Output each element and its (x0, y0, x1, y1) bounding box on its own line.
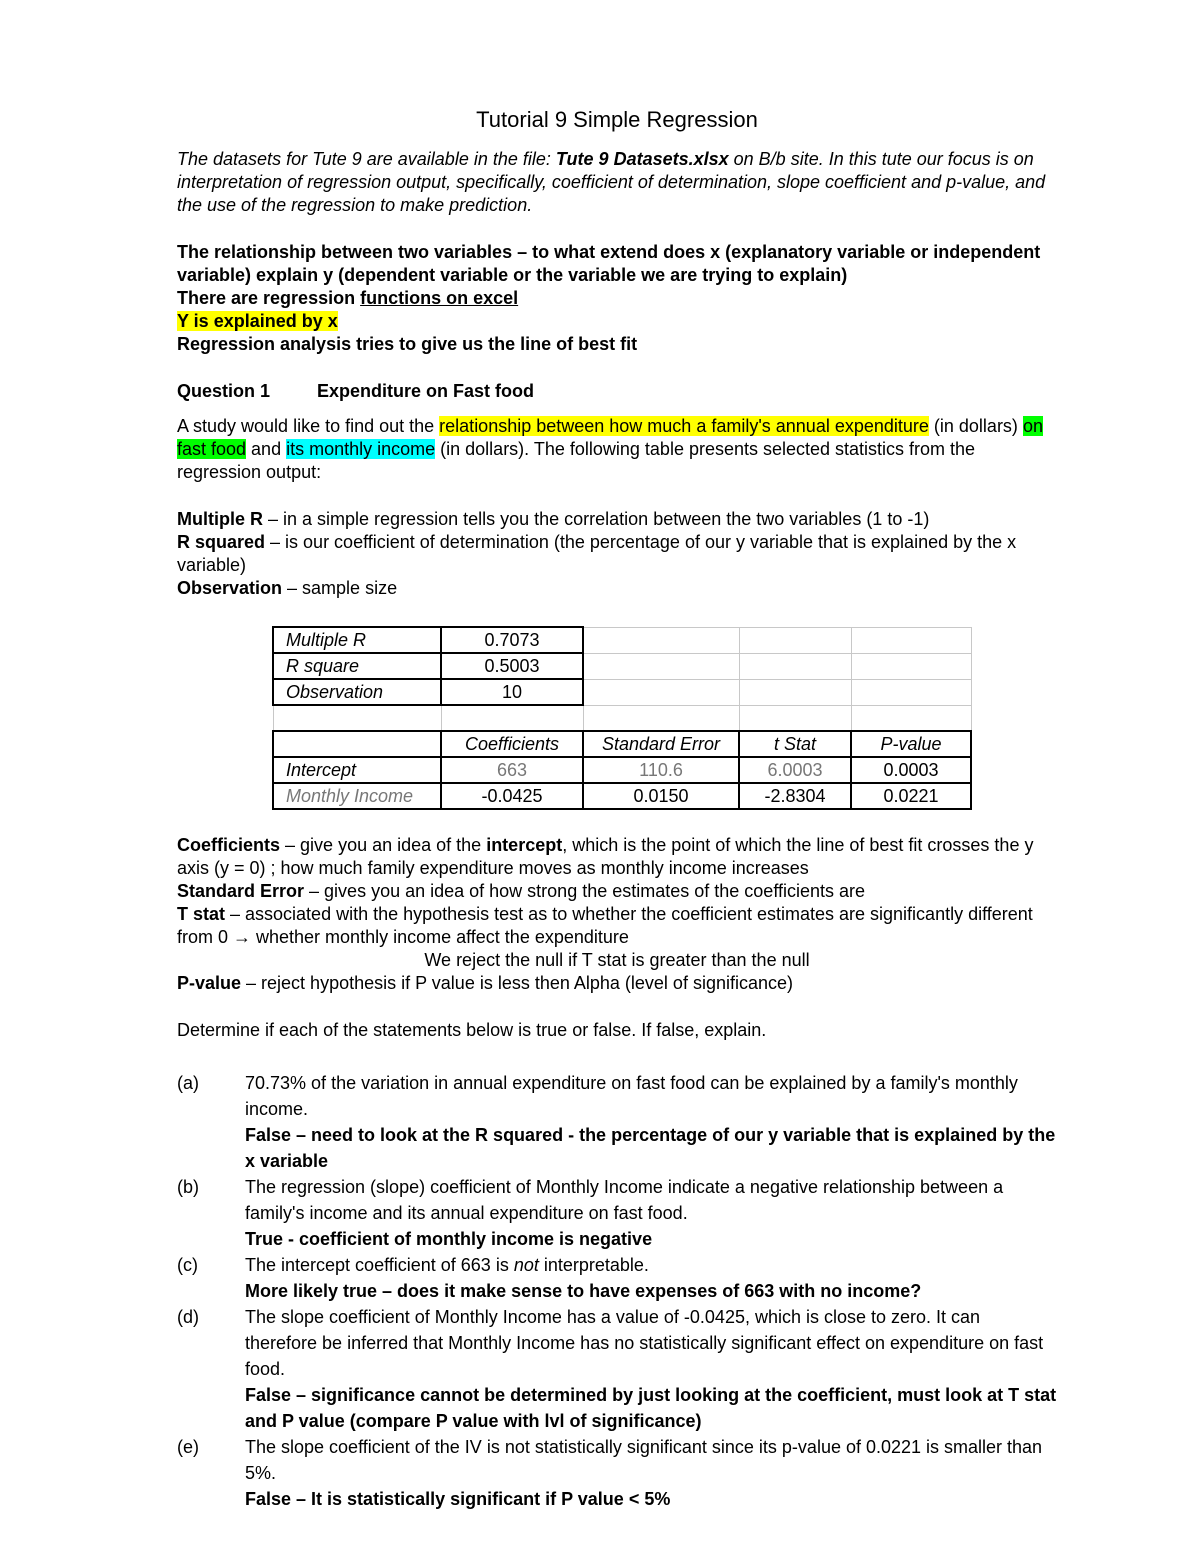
question-heading (177, 380, 1057, 403)
definition-observation: Observation – sample size (177, 578, 398, 598)
column-header: t Stat (739, 731, 851, 757)
explanation-t-stat: T stat – associated with the hypothesis test as to whether the coefficient estimates are significantly different from 0 → whether monthly income affect the expenditure (177, 904, 1033, 947)
question-title: Expenditure on Fast food (317, 381, 535, 401)
explanation-standard-error: Standard Error – gives you an idea of how strong the estimates of the coefficients are (177, 881, 866, 901)
dataset-filename: Tute 9 Datasets.xlsx (555, 149, 729, 169)
standard-error-cell: 110.6 (583, 757, 739, 783)
intro-text: The datasets for Tute 9 are available in the file: (177, 149, 556, 169)
summary-value: 10 (441, 679, 583, 705)
highlight-fast-food: on fast food (177, 416, 1043, 459)
statement-text: 70.73% of the variation in annual expenditure on fast food can be explained by a family's monthly income. (245, 1073, 1018, 1119)
intro-text-rest: on B/b site. In this tute our focus is on interpretation of regression output, specifically, coefficient of determination, slope coefficient and p-value, and the use of the regression to make prediction. (177, 149, 1046, 215)
t-stat-cell: 6.0003 (739, 757, 851, 783)
reject-note: We reject the null if T stat is greater than the null (424, 950, 810, 970)
statement-label: (d) (177, 1307, 199, 1327)
definition-multiple-r: Multiple R – in a simple regression tells you the correlation between the two variables (1 to -1) (177, 509, 930, 529)
explanation-coefficients: Coefficients – give you an idea of the intercept, which is the point of which the line of best fit crosses the y axis (y = 0) ; how much family expenditure moves as monthly income increases (177, 835, 1034, 878)
note-line-best-fit: Regression analysis tries to give us the line of best fit (177, 334, 638, 354)
list-item (177, 1434, 1057, 1512)
coefficient-cell: 663 (441, 757, 583, 783)
table-row-empty (273, 705, 971, 731)
question-text: A study would like to find out the relationship between how much a family's annual expenditure (in dollars) on fast food and its monthly income (in dollars). The following table presents selected statistics from the regression output: (177, 416, 1043, 482)
statement-label: (e) (177, 1437, 199, 1457)
column-header: Standard Error (583, 731, 739, 757)
regression-table (272, 626, 972, 810)
list-item (177, 1174, 1057, 1252)
statement-text: The regression (slope) coefficient of Monthly Income indicate a negative relationship between a family's income and its annual expenditure on fast food. (245, 1177, 1004, 1223)
coefficient-cell: -0.0425 (441, 783, 583, 809)
statement-answer: More likely true – does it make sense to have expenses of 663 with no income? (245, 1281, 922, 1301)
highlight-monthly-income: its monthly income (286, 439, 436, 459)
explanation-p-value: P-value – reject hypothesis if P value is less then Alpha (level of significance) (177, 973, 793, 993)
statement-label: (c) (177, 1255, 198, 1275)
list-item (177, 1070, 1057, 1174)
t-stat-cell: -2.8304 (739, 783, 851, 809)
highlight-relationship: relationship between how much a family's annual expenditure (439, 416, 929, 436)
standard-error-cell: 0.0150 (583, 783, 739, 809)
statement-answer: False – It is statistically significant if P value < 5% (245, 1489, 671, 1509)
document-page (177, 106, 1057, 1512)
table-row (273, 757, 971, 783)
summary-value: 0.7073 (441, 627, 583, 653)
p-value-cell: 0.0003 (851, 757, 971, 783)
list-item (177, 1304, 1057, 1434)
table-row (273, 783, 971, 809)
arrow-right-icon: → (233, 927, 252, 947)
definition-r-squared: R squared – is our coefficient of determination (the percentage of our y variable that is explained by the x variable) (177, 532, 1017, 575)
summary-value: 0.5003 (441, 653, 583, 679)
intro-paragraph (177, 148, 1057, 217)
table-row (273, 653, 971, 679)
statement-text: The slope coefficient of the IV is not statistically significant since its p-value of 0.0221 is smaller than 5%. (245, 1437, 1043, 1483)
statements-list (177, 1070, 1057, 1512)
statement-answer: False – significance cannot be determined by just looking at the coefficient, must look at T stat and P value (compare P value with lvl of significance) (245, 1385, 1057, 1431)
summary-label: Observation (273, 679, 441, 705)
table-row (273, 679, 971, 705)
table-row (273, 627, 971, 653)
row-label: Monthly Income (273, 783, 441, 809)
page-title: Tutorial 9 Simple Regression (476, 107, 758, 132)
statement-label: (a) (177, 1073, 199, 1093)
summary-label: R square (273, 653, 441, 679)
column-header: P-value (851, 731, 971, 757)
note-relationship: The relationship between two variables – to what extend does x (explanatory variable or independent variable) explain y (dependent variable or the variable we are trying to explain) (177, 242, 1041, 285)
question-number: Question 1 (177, 381, 271, 401)
statement-label: (b) (177, 1177, 199, 1197)
instruction-text: Determine if each of the statements below is true or false. If false, explain. (177, 1020, 767, 1040)
statement-text: The intercept coefficient of 663 is not interpretable. (245, 1255, 649, 1275)
table-header-row (273, 731, 971, 757)
p-value-cell: 0.0221 (851, 783, 971, 809)
statement-answer: True - coefficient of monthly income is negative (245, 1229, 653, 1249)
statement-answer: False – need to look at the R squared - the percentage of our y variable that is explained by the x variable (245, 1125, 1056, 1171)
statement-text: The slope coefficient of Monthly Income has a value of -0.0425, which is close to zero. It can therefore be inferred that Monthly Income has no statistically significant effect on expenditure on fast food. (245, 1307, 1044, 1379)
summary-label: Multiple R (273, 627, 441, 653)
row-label: Intercept (273, 757, 441, 783)
note-functions: There are regression functions on excel (177, 288, 519, 308)
note-y-explained: Y is explained by x (177, 311, 338, 331)
column-header: Coefficients (441, 731, 583, 757)
list-item (177, 1252, 1057, 1304)
